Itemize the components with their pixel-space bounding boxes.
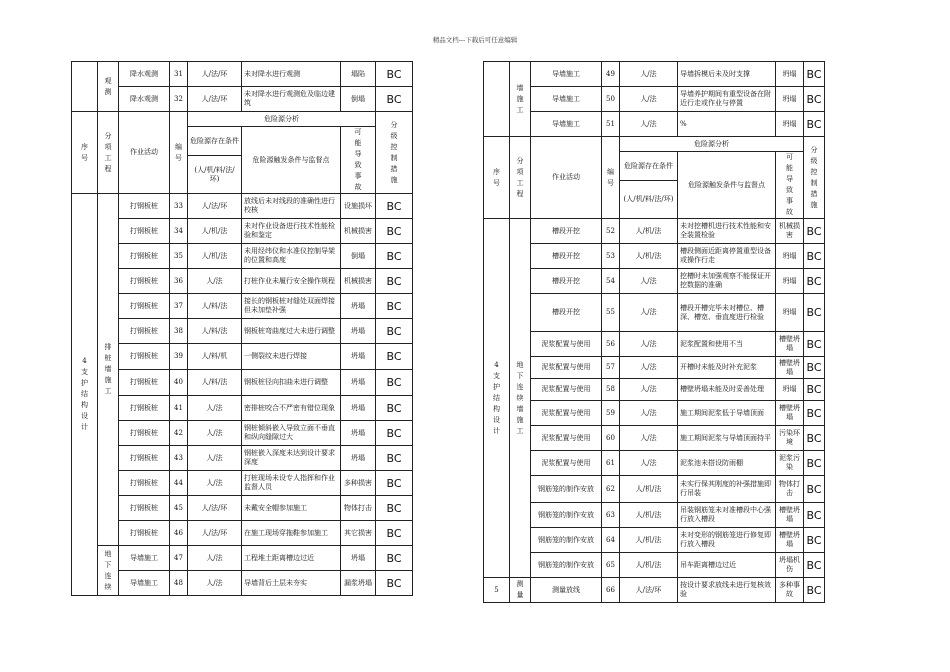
table-row — [484, 578, 825, 603]
activity-cell: 钢筋笼的制作安放 — [531, 553, 602, 578]
condition-cell: 人/法 — [620, 269, 678, 294]
trigger-cell: 在施工现场穿拖鞋参加施工 — [242, 521, 341, 546]
condition-cell: 人/法 — [620, 451, 678, 476]
table-row — [484, 294, 825, 332]
trigger-cell: 泥浆池未搭设防雨棚 — [678, 451, 776, 476]
seq-header: 序号 — [484, 137, 510, 219]
level-cell: BC — [376, 546, 413, 571]
number-cell: 34 — [170, 219, 188, 244]
number-cell: 52 — [602, 219, 620, 244]
level-cell: BC — [804, 87, 825, 112]
number-cell: 61 — [602, 451, 620, 476]
activity-cell: 打钢板桩 — [119, 471, 170, 496]
condition-cell: 人/料/法 — [188, 294, 242, 319]
activity-cell: 打钢板桩 — [119, 219, 170, 244]
exist-header: 危险源存在条件 — [620, 152, 678, 181]
condition-cell: 人/法/环 — [188, 87, 242, 112]
activity-cell: 打钢板桩 — [119, 396, 170, 421]
result-cell: 坍塌 — [341, 294, 376, 319]
category-cell: 测量 — [510, 578, 531, 603]
activity-cell: 打钢板桩 — [119, 446, 170, 471]
table-row — [72, 571, 413, 596]
table-row — [72, 219, 413, 244]
trigger-cell: 泥浆配置和使用不当 — [678, 332, 776, 357]
result-cell: 坍塌 — [776, 87, 804, 112]
result-cell: 坍塌 — [776, 112, 804, 137]
condition-cell: 人/法 — [620, 294, 678, 332]
number-cell: 57 — [602, 357, 620, 379]
level-cell: BC — [376, 421, 413, 446]
number-cell: 64 — [602, 528, 620, 553]
table-row — [72, 370, 413, 396]
condition-cell: 人/法 — [188, 571, 242, 596]
result-cell: 槽壁坍塌 — [776, 332, 804, 357]
table-row — [72, 319, 413, 344]
trigger-cell: 开槽时未能及时补充泥浆 — [678, 357, 776, 379]
condition-cell: 人/法 — [188, 471, 242, 496]
table-row — [72, 521, 413, 546]
table-row — [484, 476, 825, 503]
table-row — [72, 396, 413, 421]
level-cell: BC — [376, 219, 413, 244]
level-cell: BC — [804, 219, 825, 244]
number-cell: 36 — [170, 269, 188, 294]
level-cell: BC — [804, 112, 825, 137]
result-cell: 机械损害 — [341, 219, 376, 244]
activity-cell: 打钢板桩 — [119, 319, 170, 344]
seq-cell: 4支护结构设计 — [72, 194, 98, 596]
result-cell: 多种事故 — [776, 578, 804, 603]
result-cell: 塌陷 — [341, 62, 376, 87]
level-cell: BC — [376, 496, 413, 521]
level-cell: BC — [804, 269, 825, 294]
condition-cell: 人/法 — [188, 269, 242, 294]
activity-cell: 钢筋笼的制作安放 — [531, 503, 602, 528]
activity-cell: 导墙施工 — [119, 571, 170, 596]
result-cell: 坍塌 — [341, 396, 376, 421]
level-cell: BC — [804, 426, 825, 451]
number-cell: 59 — [602, 401, 620, 426]
level-cell: BC — [376, 269, 413, 294]
trigger-cell: 施工期间泥浆低于导墙顶面 — [678, 401, 776, 426]
hazard-table-left — [71, 61, 413, 596]
condition-cell: 人/法 — [620, 426, 678, 451]
activity-cell: 打钢板桩 — [119, 521, 170, 546]
activity-header: 作业活动 — [531, 137, 602, 219]
condition-cell: 人/法/环 — [188, 62, 242, 87]
category-cell: 排桩墙施工 — [98, 194, 119, 546]
result-cell: 槽壁坍塌 — [776, 528, 804, 553]
activity-cell: 泥浆配置与使用 — [531, 332, 602, 357]
trigger-header: 危险源触发条件与监督点 — [242, 127, 341, 194]
table-row — [484, 269, 825, 294]
condition-cell: 人/机/法 — [188, 244, 242, 269]
result-cell: 坍塌 — [341, 421, 376, 446]
header-row — [484, 137, 825, 152]
activity-cell: 泥浆配置与使用 — [531, 451, 602, 476]
level-cell: BC — [376, 370, 413, 396]
table-row — [72, 421, 413, 446]
condition-cell: 人/料/机 — [188, 344, 242, 370]
category-cell: 地下连续 — [98, 546, 119, 596]
table-row — [484, 426, 825, 451]
condition-cell: 人/法 — [620, 357, 678, 379]
number-cell: 44 — [170, 471, 188, 496]
trigger-cell: 接长的钢板桩对缝处双面焊接但未加垫补强 — [242, 294, 341, 319]
level-cell: BC — [804, 294, 825, 332]
condition-cell: 人/法/环 — [188, 521, 242, 546]
number-cell: 32 — [170, 87, 188, 112]
number-cell: 66 — [602, 578, 620, 603]
activity-cell: 槽段开挖 — [531, 244, 602, 269]
condition-cell: 人/法 — [620, 112, 678, 137]
activity-cell: 打钢板桩 — [119, 421, 170, 446]
exist-header: 危险源存在条件 — [188, 127, 242, 156]
trigger-cell: 吊装钢筋笼未对准槽段中心强行放入槽段 — [678, 503, 776, 528]
activity-cell: 槽段开挖 — [531, 219, 602, 244]
result-cell: 物体打击 — [341, 496, 376, 521]
condition-cell: 人/法/环 — [188, 194, 242, 219]
condition-cell: 人/法 — [188, 446, 242, 471]
level-header: 分级控制措施 — [804, 137, 825, 219]
condition-cell: 人/法/环 — [620, 578, 678, 603]
level-cell: BC — [376, 244, 413, 269]
activity-cell: 钢筋笼的制作安放 — [531, 476, 602, 503]
condition-cell: 人/法 — [188, 396, 242, 421]
activity-cell: 打钢板桩 — [119, 294, 170, 319]
trigger-cell: 槽壁坍塌未能及时妥善处理 — [678, 379, 776, 401]
table-row — [72, 471, 413, 496]
activity-cell: 导墙施工 — [531, 112, 602, 137]
number-cell: 31 — [170, 62, 188, 87]
seq-cell — [484, 62, 510, 137]
activity-cell: 打钢板桩 — [119, 269, 170, 294]
level-cell: BC — [804, 553, 825, 578]
result-cell: 槽壁坍塌 — [776, 357, 804, 379]
table-row — [484, 553, 825, 578]
number-cell: 45 — [170, 496, 188, 521]
trigger-cell: 导墙养护期间有重型设备在附近行走或作业与停置 — [678, 87, 776, 112]
level-cell: BC — [376, 471, 413, 496]
activity-cell: 槽段开挖 — [531, 269, 602, 294]
condition-cell: 人/法 — [620, 62, 678, 87]
level-cell: BC — [376, 344, 413, 370]
level-cell: BC — [804, 357, 825, 379]
number-cell: 33 — [170, 194, 188, 219]
condition-cell: 人/机/法 — [620, 219, 678, 244]
number-cell: 54 — [602, 269, 620, 294]
table-row — [484, 357, 825, 379]
condition-cell: 人/机/法 — [620, 476, 678, 503]
table-row — [484, 401, 825, 426]
level-header: 分级控制措施 — [376, 112, 413, 194]
level-cell: BC — [804, 401, 825, 426]
trigger-header: 危险源触发条件与监督点 — [678, 152, 776, 219]
number-cell: 62 — [602, 476, 620, 503]
activity-cell: 降水观测 — [119, 87, 170, 112]
condition-cell: 人/法 — [620, 332, 678, 357]
analysis-header: 危险源分析 — [188, 112, 376, 127]
condition-cell: 人/法 — [188, 546, 242, 571]
activity-cell: 泥浆配置与使用 — [531, 401, 602, 426]
level-cell: BC — [804, 528, 825, 553]
number-cell: 38 — [170, 319, 188, 344]
trigger-cell: 施工期间泥浆与导墙顶面持平 — [678, 426, 776, 451]
table-row — [484, 112, 825, 137]
table-row — [484, 503, 825, 528]
trigger-cell: 未实行保其刚度的补强措施即行吊装 — [678, 476, 776, 503]
number-cell: 48 — [170, 571, 188, 596]
number-cell: 35 — [170, 244, 188, 269]
activity-cell: 导墙施工 — [531, 87, 602, 112]
trigger-cell: 挖槽时未加强观察不能保证开挖数据的准确 — [678, 269, 776, 294]
result-cell: 倒塌 — [341, 87, 376, 112]
table-row — [72, 294, 413, 319]
category-cell: 墙施工 — [510, 62, 531, 137]
activity-cell: 打钢板桩 — [119, 244, 170, 269]
table-row — [72, 62, 413, 87]
category-cell: 观测 — [98, 62, 119, 112]
condition-cell: 人/料/法 — [188, 370, 242, 396]
table-row — [72, 344, 413, 370]
result-cell: 泥浆污染 — [776, 451, 804, 476]
number-cell: 46 — [170, 521, 188, 546]
table-row — [72, 244, 413, 269]
trigger-cell: 未对作业设备进行技术性能检验和鉴定 — [242, 219, 341, 244]
trigger-cell: 未对挖槽机进行技术性能和安全装置检验 — [678, 219, 776, 244]
level-cell: BC — [804, 379, 825, 401]
table-row — [72, 546, 413, 571]
activity-cell: 钢筋笼的制作安放 — [531, 528, 602, 553]
trigger-cell: 未对变形的钢筋笼进行修复即行放入槽段 — [678, 528, 776, 553]
level-cell: BC — [804, 476, 825, 503]
level-cell: BC — [804, 578, 825, 603]
trigger-cell: 未对降水进行观测危及临边建筑 — [242, 87, 341, 112]
result-cell: 坍塌 — [776, 62, 804, 87]
condition-cell: 人/法 — [620, 87, 678, 112]
level-cell: BC — [376, 62, 413, 87]
table-row — [484, 332, 825, 357]
header-row — [72, 112, 413, 127]
level-cell: BC — [376, 571, 413, 596]
number-header: 编号 — [602, 137, 620, 219]
page-header: 精品文档---下载后可任意编辑 — [432, 36, 518, 44]
result-cell: 设施损坏 — [341, 194, 376, 219]
trigger-cell: 未对降水进行观测 — [242, 62, 341, 87]
table-row — [72, 269, 413, 294]
condition-cell: 人/法 — [620, 379, 678, 401]
result-header: 可能导致事故 — [776, 152, 804, 219]
result-cell: 坍塌 — [776, 379, 804, 401]
result-cell: 坍塌 — [341, 546, 376, 571]
level-cell: BC — [376, 396, 413, 421]
result-cell: 物体打击 — [776, 476, 804, 503]
result-cell: 漏浆坍塌 — [341, 571, 376, 596]
result-header: 可能导致事故 — [341, 127, 376, 194]
seq-cell: 5 — [484, 578, 510, 603]
level-cell: BC — [804, 332, 825, 357]
result-cell: 其它损害 — [341, 521, 376, 546]
result-cell: 坍塌 — [341, 344, 376, 370]
result-cell: 多种损害 — [341, 471, 376, 496]
level-cell: BC — [376, 446, 413, 471]
trigger-cell: 密排桩咬合不严密有错位现象 — [242, 396, 341, 421]
activity-header: 作业活动 — [119, 112, 170, 194]
trigger-cell: 打桩现场未设专人指挥和作业监督人员 — [242, 471, 341, 496]
result-cell: 坍塌 — [341, 319, 376, 344]
number-cell: 49 — [602, 62, 620, 87]
trigger-cell: 槽段开槽完毕未对槽位、槽深、槽宽、垂直度进行检验 — [678, 294, 776, 332]
result-cell: 倒塌 — [341, 244, 376, 269]
number-cell: 39 — [170, 344, 188, 370]
number-cell: 41 — [170, 396, 188, 421]
trigger-cell: 工程堆土距离槽边过近 — [242, 546, 341, 571]
activity-cell: 打钢板桩 — [119, 194, 170, 219]
activity-cell: 打钢板桩 — [119, 370, 170, 396]
number-cell: 51 — [602, 112, 620, 137]
result-cell: 坍塌 — [341, 370, 376, 396]
number-cell: 50 — [602, 87, 620, 112]
activity-cell: 打钢板桩 — [119, 496, 170, 521]
level-cell: BC — [804, 244, 825, 269]
activity-cell: 降水观测 — [119, 62, 170, 87]
trigger-cell: % — [678, 112, 776, 137]
condition-cell: 人/料/法 — [188, 319, 242, 344]
exist-sub-header: (人/机/料/法/环) — [620, 181, 678, 219]
activity-cell: 泥浆配置与使用 — [531, 379, 602, 401]
table-row — [72, 496, 413, 521]
trigger-cell: 槽段侧面近距离停置重型设备或操作行走 — [678, 244, 776, 269]
result-cell: 坍塌 — [341, 446, 376, 471]
exist-sub-header: (人/机/料/法/环) — [188, 156, 242, 194]
result-cell: 坍塌 — [776, 244, 804, 269]
level-cell: BC — [376, 87, 413, 112]
level-cell: BC — [376, 194, 413, 219]
table-row — [484, 87, 825, 112]
table-row — [72, 87, 413, 112]
trigger-cell: 未用经纬仪和水准仪控制导架的位置和高度 — [242, 244, 341, 269]
trigger-cell: 打桩作业未履行安全操作规程 — [242, 269, 341, 294]
trigger-cell: 导墙拆模后未及时支撑 — [678, 62, 776, 87]
level-cell: BC — [376, 521, 413, 546]
hazard-table-right — [483, 61, 825, 603]
number-cell: 60 — [602, 426, 620, 451]
activity-cell: 测量放线 — [531, 578, 602, 603]
result-cell: 槽壁坍塌 — [776, 503, 804, 528]
number-cell: 56 — [602, 332, 620, 357]
trigger-cell: 未戴安全帽参加施工 — [242, 496, 341, 521]
trigger-cell: 钢板桩弯曲度过大未进行调整 — [242, 319, 341, 344]
condition-cell: 人/机/法 — [620, 528, 678, 553]
condition-cell: 人/机/法 — [620, 503, 678, 528]
condition-cell: 人/法 — [620, 401, 678, 426]
level-cell: BC — [804, 451, 825, 476]
number-cell: 58 — [602, 379, 620, 401]
activity-cell: 导墙施工 — [119, 546, 170, 571]
number-cell: 63 — [602, 503, 620, 528]
table-row — [484, 451, 825, 476]
result-cell: 机械损害 — [341, 269, 376, 294]
category-header: 分项工程 — [98, 112, 119, 194]
analysis-header: 危险源分析 — [620, 137, 804, 152]
condition-cell: 人/机/法 — [188, 219, 242, 244]
number-cell: 37 — [170, 294, 188, 319]
number-cell: 55 — [602, 294, 620, 332]
activity-cell: 导墙施工 — [531, 62, 602, 87]
result-cell: 坍塌 — [776, 294, 804, 332]
seq-header: 序号 — [72, 112, 98, 194]
result-cell: 机械损害 — [776, 219, 804, 244]
activity-cell: 泥浆配置与使用 — [531, 426, 602, 451]
trigger-cell: 钢桩倾斜嵌入导致立面不垂直和纵向缝隙过大 — [242, 421, 341, 446]
category-header: 分项工程 — [510, 137, 531, 219]
result-cell: 污染环境 — [776, 426, 804, 451]
table-row — [484, 62, 825, 87]
seq-cell — [72, 62, 98, 112]
activity-cell: 打钢板桩 — [119, 344, 170, 370]
activity-cell: 泥浆配置与使用 — [531, 357, 602, 379]
condition-cell: 人/法/环 — [188, 496, 242, 521]
number-cell: 43 — [170, 446, 188, 471]
level-cell: BC — [376, 294, 413, 319]
trigger-cell: 钢板桩径向扣曲未进行调整 — [242, 370, 341, 396]
trigger-cell: 吊车距离槽边过近 — [678, 553, 776, 578]
condition-cell: 人/机/法 — [620, 553, 678, 578]
table-row — [484, 379, 825, 401]
number-cell: 42 — [170, 421, 188, 446]
number-cell: 53 — [602, 244, 620, 269]
result-cell: 坍塌机伤 — [776, 553, 804, 578]
trigger-cell: 一侧裂纹未进行焊接 — [242, 344, 341, 370]
number-header: 编号 — [170, 112, 188, 194]
table-row — [72, 194, 413, 219]
table-row — [484, 528, 825, 553]
table-row — [484, 219, 825, 244]
trigger-cell: 导墙背后土层未夯实 — [242, 571, 341, 596]
number-cell: 40 — [170, 370, 188, 396]
seq-cell: 4支护结构设计 — [484, 219, 510, 578]
level-cell: BC — [804, 503, 825, 528]
condition-cell: 人/机/法 — [620, 244, 678, 269]
level-cell: BC — [804, 62, 825, 87]
activity-cell: 槽段开挖 — [531, 294, 602, 332]
trigger-cell: 放线后未对线段的准确性进行校核 — [242, 194, 341, 219]
table-row — [72, 446, 413, 471]
category-cell: 地下连续墙施工 — [510, 219, 531, 578]
table-row — [484, 244, 825, 269]
trigger-cell: 钢桩嵌入深度未达到设计要求深度 — [242, 446, 341, 471]
number-cell: 65 — [602, 553, 620, 578]
trigger-cell: 按设计要求放线未进行复核效验 — [678, 578, 776, 603]
condition-cell: 人/法 — [188, 421, 242, 446]
level-cell: BC — [376, 319, 413, 344]
result-cell: 坍塌 — [776, 269, 804, 294]
result-cell: 槽壁坍塌 — [776, 401, 804, 426]
number-cell: 47 — [170, 546, 188, 571]
